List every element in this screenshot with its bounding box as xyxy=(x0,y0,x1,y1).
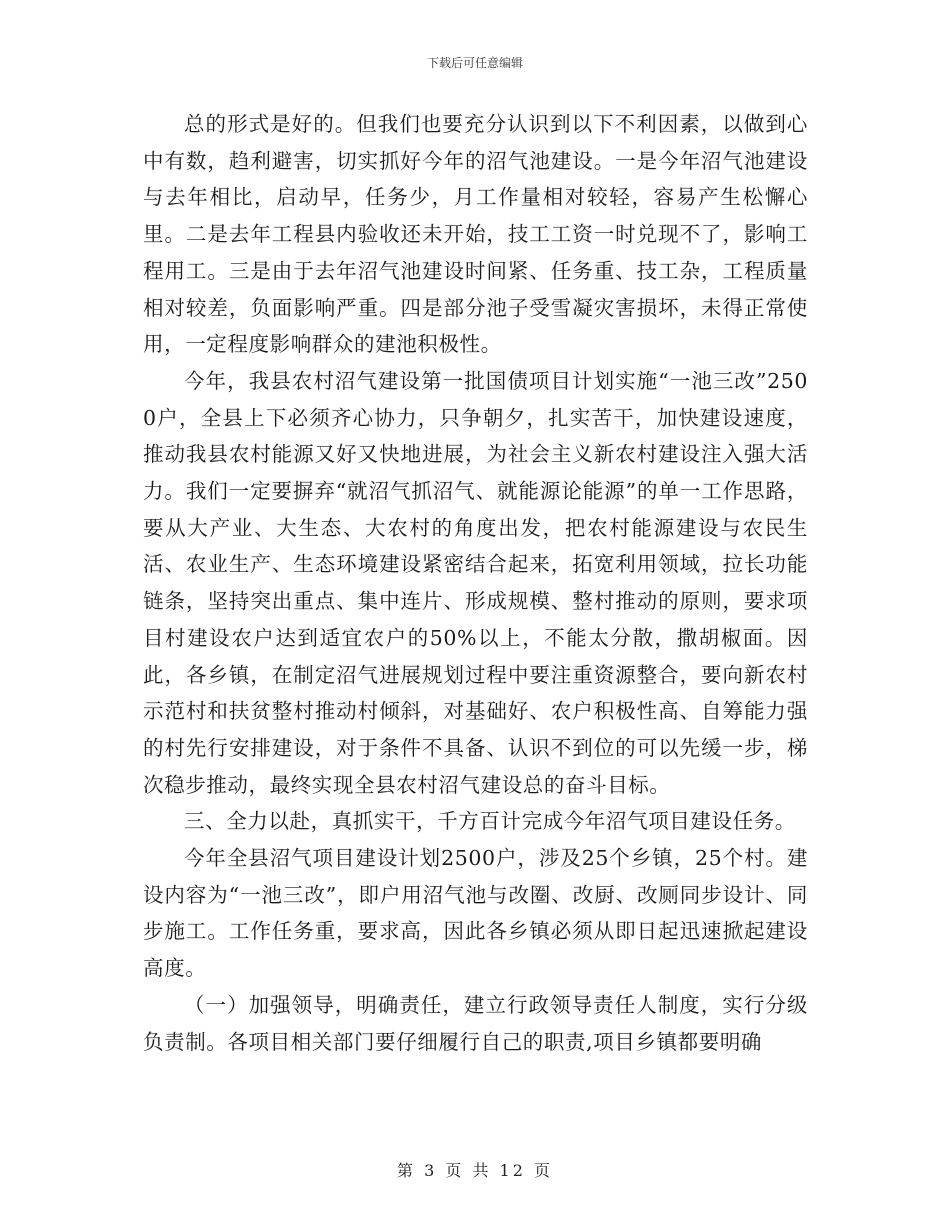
page-header: 下载后可任意编辑 xyxy=(426,56,523,70)
paragraph-2: 今年，我县农村沼气建设第一批国债项目计划实施“一池三改”2500户，全县上下必须齐心协力，只争朝夕，扎实苦干，加快建设速度，推动我县农村能源又好又快地进展，为社会主义新农村建设注入强大活力。我们一定要摒弃“就沼气抓沼气、就能源论能源”的单一工作思路，要从大产业、大生态、大农村的角度出发，把农村能源建设与农民生活、农业生产、生态环境建设紧密结合起来，拓宽利用领域，拉长功能链条，坚持突出重点、集中连片、形成规模、整村推动的原则，要求项目村建设农户达到适宜农户的50%以上，不能太分散，撒胡椒面。因此，各乡镇，在制定沼气进展规划过程中要注重资源整合，要向新农村示范村和扶贫整村推动村倾斜，对基础好、农户积极性高、自筹能力强的村先行安排建设，对于条件不具备、认识不到位的可以先缓一步，梯次稳步推动，最终实现全县农村沼气建设总的奋斗目标。 xyxy=(143,368,808,797)
document-body xyxy=(143,106,808,1060)
paragraph-5: （一）加强领导，明确责任，建立行政领导责任人制度，实行分级负责制。各项目相关部门要仔细履行自己的职责,项目乡镇都要明确 xyxy=(143,992,808,1054)
paragraph-4: 今年全县沼气项目建设计划2500户，涉及25个乡镇，25个村。建设内容为“一池三改”，即户用沼气池与改圈、改厨、改厕同步设计、同步施工。工作任务重，要求高，因此各乡镇必须从即日起迅速掀起建设高度。 xyxy=(143,846,808,981)
paragraph-section-3-heading: 三、全力以赴，真抓实干，千方百计完成今年沼气项目建设任务。 xyxy=(184,809,796,834)
paragraph-1: 总的形式是好的。但我们也要充分认识到以下不利因素，以做到心中有数，趋利避害，切实抓好今年的沼气池建设。一是今年沼气池建设与去年相比，启动早，任务少，月工作量相对较轻，容易产生松懈心里。二是去年工程县内验收还未开始，技工工资一时兑现不了，影响工程用工。三是由于去年沼气池建设时间紧、任务重、技工杂，工程质量相对较差，负面影响严重。四是部分池子受雪凝灾害损坏，未得正常使用，一定程度影响群众的建池积极性。 xyxy=(143,112,808,357)
page-number: 第 3 页 共 12 页 xyxy=(397,1161,553,1180)
